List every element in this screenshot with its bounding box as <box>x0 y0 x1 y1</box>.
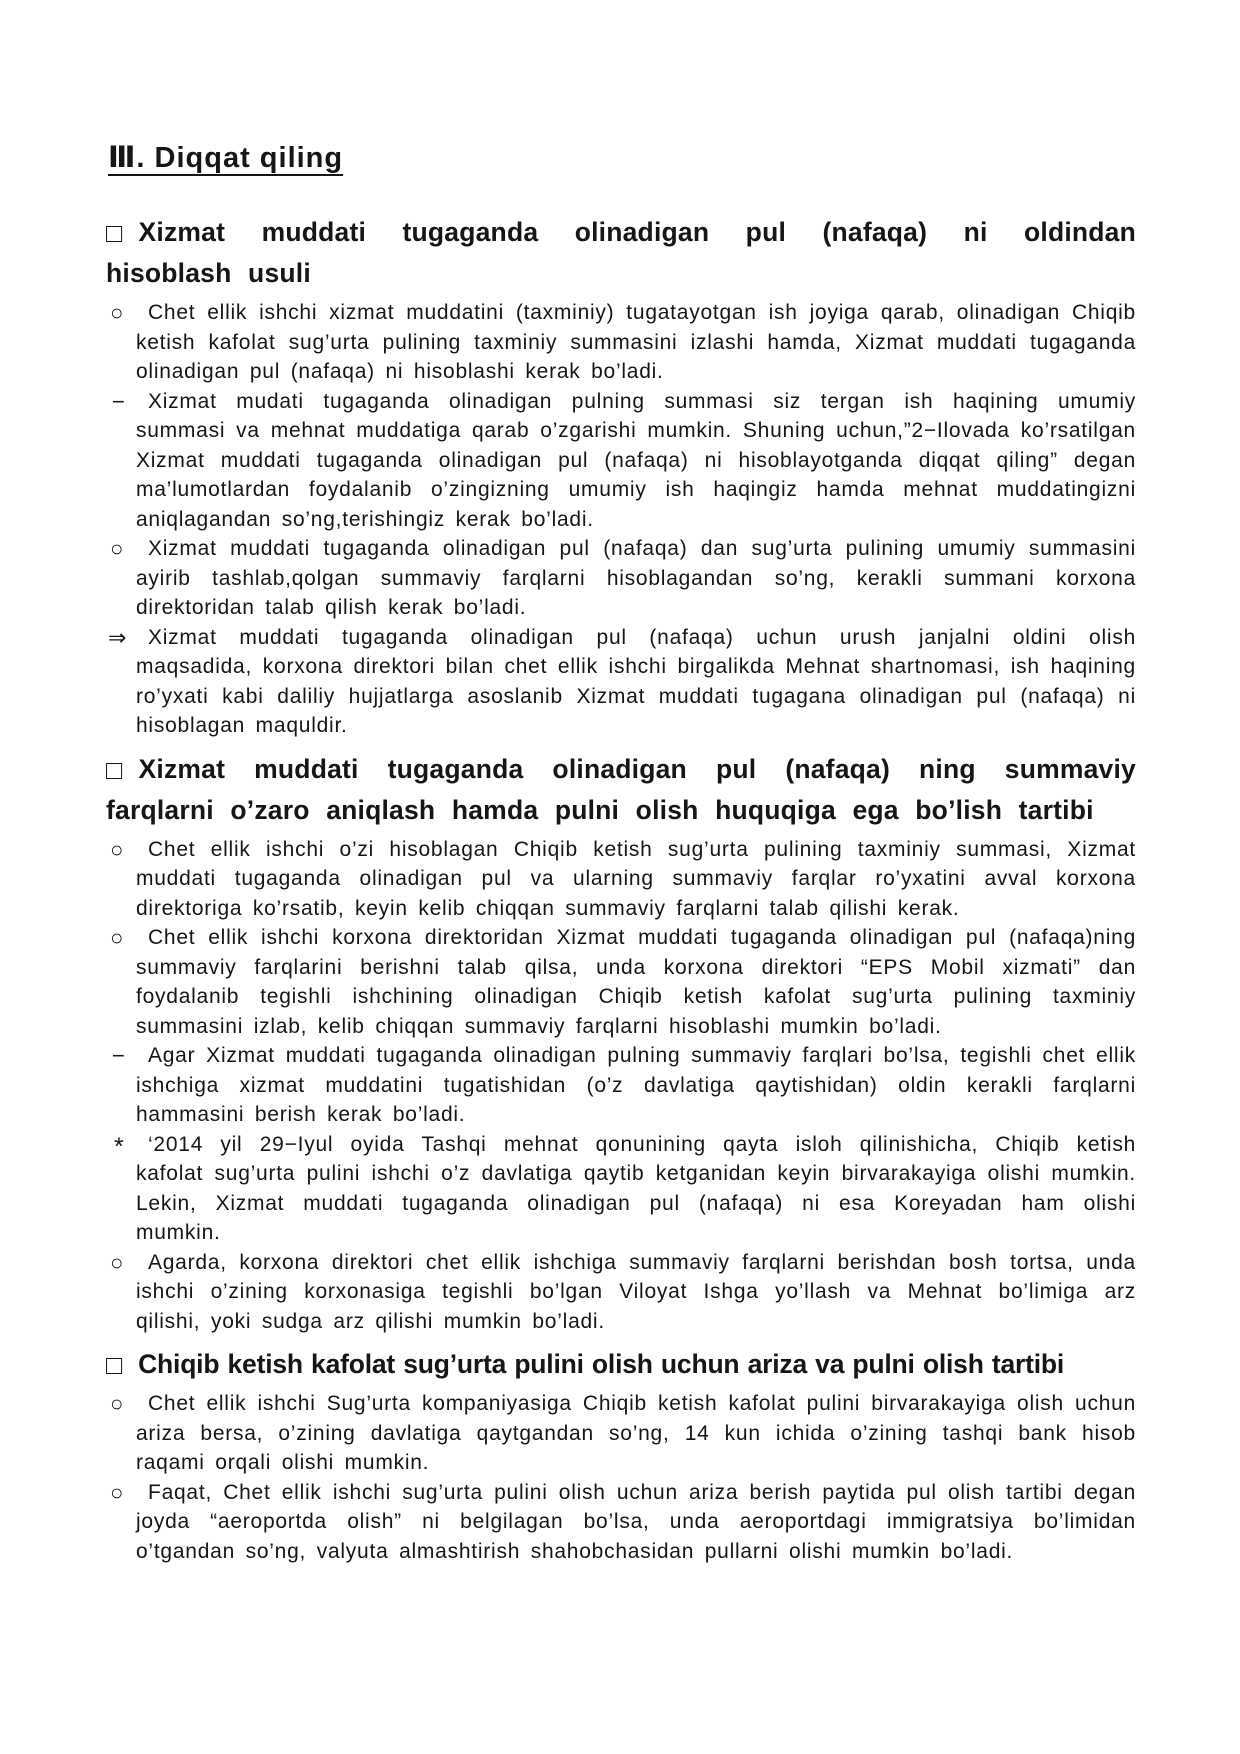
list-item <box>106 923 1136 1041</box>
section <box>106 749 1136 1337</box>
page-title: Ⅲ. Diqqat qiling <box>108 142 344 174</box>
list-item-text: Chet ellik ishchi o’zi hisoblagan Chiqib ketish sug’urta pulining taxminiy summasi, Xizmat muddati tugaganda olinadigan pul va ularning summaviy farqlar ro’yxatini avval korxona direktoriga ko’rsatib, keyin kelib chiqqan summaviy farqlarni talab qilishi kerak. <box>136 837 1136 920</box>
list-item-text: Xizmat mudati tugaganda olinadigan pulning summasi siz tergan ish haqining umumiy summasi va mehnat muddatiga qarab o’zgarishi mumkin. Shuning uchun,”2−Ilovada ko’rsatilgan Xizmat muddati tugaganda olinadigan pul (nafaqa) ni hisoblayotganda diqqat qiling” degan ma’lumotlardan foydalanib o’zingizning umumiy ish haqingiz hamda mehnat muddatingizni aniqlagandan so’ng,terishingiz kerak bo’ladi. <box>136 389 1136 531</box>
section <box>106 212 1136 741</box>
square-bullet-icon: □ <box>106 218 123 248</box>
list-item <box>106 1248 1136 1337</box>
list-item-text: Chet ellik ishchi Sug’urta kompaniyasiga Chiqib ketish kafolat pulini birvarakayiga olish uchun ariza bersa, o’zining davlatiga qaytgandan so’ng, 14 kun ichida o’zining tashqi bank hisob raqami orqali olishi mumkin. <box>136 1392 1136 1474</box>
list-item-text: Xizmat muddati tugaganda olinadigan pul (nafaqa) uchun urush janjalni oldini olish maqsadida, korxona direktori bilan chet ellik ishchi birgalikda Mehnat shartnomasi, ish haqining ro’yxati kabi daliliy hujjatlarga asoslanib Xizmat muddati tugagana olinadigan pul (nafaqa) ni hisoblagan maquldir. <box>136 625 1136 737</box>
list-item <box>106 534 1136 623</box>
section-heading-text: Xizmat muddati tugaganda olinadigan pul (nafaqa) ni oldindan hisoblash usuli <box>106 217 1136 288</box>
circle-bullet-icon: ○ <box>110 1391 124 1416</box>
list-item-text: Agarda, korxona direktori chet ellik ishchiga summaviy farqlarni berishdan bosh tortsa, unda ishchi o’zining korxonasiga tegishli bo’lgan Viloyat Ishga yo’llash va Mehnat bo’limiga arz qilishi, yoki sudga arz qilishi mumkin bo’ladi. <box>136 1250 1136 1333</box>
circle-bullet-icon: ○ <box>110 300 124 325</box>
list-item-text: Xizmat muddati tugaganda olinadigan pul (nafaqa) dan sug’urta pulining umumiy summasini ayirib tashlab,qolgan summaviy farqlarni hisoblagandan so’ng, kerakli summani korxona direktoridan talab qilish kerak bo’ladi. <box>136 537 1136 619</box>
section-heading-text: Chiqib ketish kafolat sug’urta pulini olish uchun ariza va pulni olish tartibi <box>138 1349 1065 1379</box>
section-heading <box>106 749 1136 831</box>
list-item-text: Chet ellik ishchi korxona direktoridan Xizmat muddati tugaganda olinadigan pul (nafaqa)ning summaviy farqlarini berishni talab qilsa, unda korxona direktori “EPS Mobil xizmati” dan foydalanib tegishli ishchining olinadigan Chiqib ketish kafolat sug’urta pulining taxminiy summasini izlab, kelib chiqqan summaviy farqlarni hisoblashi mumkin bo’ladi. <box>136 926 1136 1038</box>
asterisk-bullet-icon: * <box>114 1132 124 1161</box>
list-item <box>106 1130 1136 1248</box>
circle-bullet-icon: ○ <box>110 1479 124 1505</box>
list-item <box>106 1478 1136 1567</box>
list-item <box>106 298 1136 387</box>
list-item-text: Agar Xizmat muddati tugaganda olinadigan pulning summaviy farqlari bo’lsa, tegishli chet ellik ishchiga xizmat muddatini tugatishidan (o’z davlatiga qaytishidan) oldin kerakli farqlarni hammasini berish kerak bo’ladi. <box>136 1044 1136 1126</box>
list-item-text: ‘2014 yil 29−Iyul oyida Tashqi mehnat qonunining qayta isloh qilinishicha, Chiqib ketish kafolat sug’urta pulini ishchi o’z davlatiga qaytib ketganidan keyin birvarakayiga olishi mumkin. Lekin, Xizmat muddati tugaganda olinadigan pul (nafaqa) ni esa Koreyadan ham olishi mumkin. <box>136 1132 1136 1244</box>
list-item <box>106 623 1136 741</box>
circle-bullet-icon: ○ <box>110 536 124 561</box>
list-item <box>106 387 1136 535</box>
list-item-text: Chet ellik ishchi xizmat muddatini (taxminiy) tugatayotgan ish joyiga qarab, olinadigan Chiqib ketish kafolat sug’urta pulining taxminiy summasini izlashi hamda, Xizmat muddati tugaganda olinadigan pul (nafaqa) ni hisoblashi kerak bo’ladi. <box>136 301 1136 383</box>
square-bullet-icon: □ <box>106 1350 123 1380</box>
circle-bullet-icon: ○ <box>110 1249 124 1275</box>
section-heading <box>106 1344 1136 1385</box>
circle-bullet-icon: ○ <box>110 925 124 950</box>
circle-bullet-icon: ○ <box>110 836 124 862</box>
section <box>106 1344 1136 1566</box>
list-item-text: Faqat, Chet ellik ishchi sug’urta pulini olish uchun ariza berish paytida pul olish tartibi degan joyda “aeroportda olish” ni belgilagan bo’lsa, unda aeroportdagi immigratsiya bo’limidan o’tgandan so’ng, valyuta almashtirish shahobchasidan pullarni olishi mumkin bo’ladi. <box>136 1480 1136 1563</box>
double-arrow-bullet-icon: ⇒ <box>108 624 127 650</box>
list-item <box>106 1041 1136 1130</box>
section-heading-text: Xizmat muddati tugaganda olinadigan pul (nafaqa) ning summaviy farqlarni o’zaro aniqlash hamda pulni olish huquqiga ega bo’lish tartibi <box>106 753 1136 825</box>
sections <box>106 212 1136 1566</box>
list-item <box>106 835 1136 924</box>
square-bullet-icon: □ <box>106 754 123 785</box>
dash-bullet-icon: − <box>112 388 125 414</box>
list-item <box>106 1389 1136 1478</box>
dash-bullet-icon: − <box>112 1043 125 1068</box>
section-heading <box>106 212 1136 294</box>
